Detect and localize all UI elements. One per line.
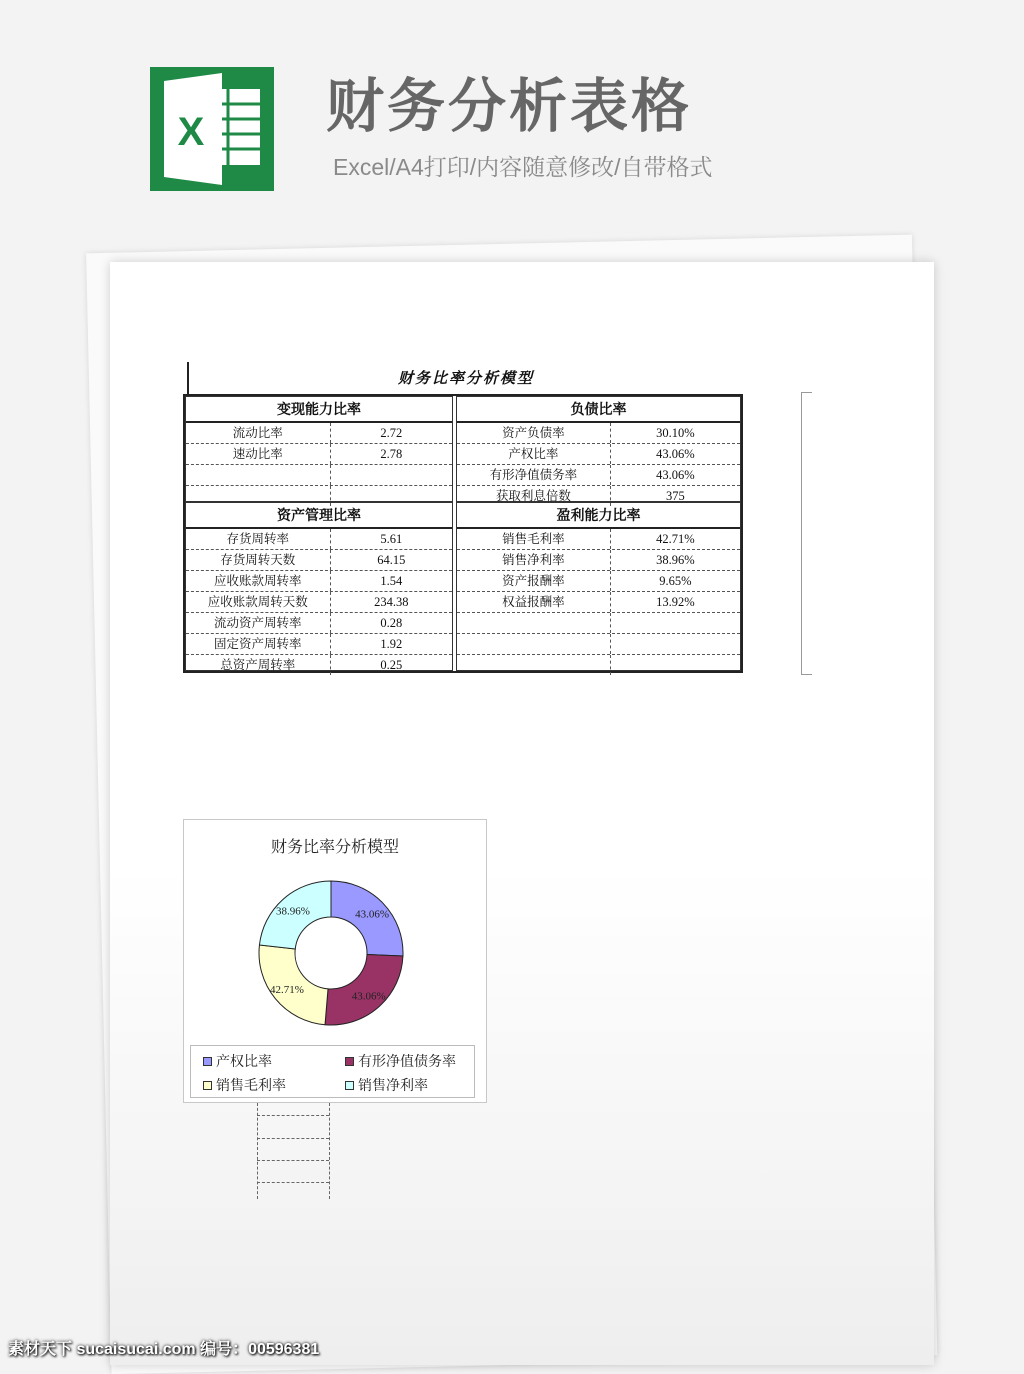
legend-swatch <box>203 1057 212 1066</box>
row-value: 64.15 <box>377 553 406 567</box>
table-row <box>457 550 740 571</box>
row-value: 43.06% <box>656 468 695 482</box>
row-label: 销售净利率 <box>457 550 611 570</box>
table-row <box>457 465 740 486</box>
row-value: 30.10% <box>656 426 695 440</box>
table-row <box>186 571 452 592</box>
row-label: 资产负债率 <box>457 423 611 443</box>
data-label: 43.06% <box>351 990 386 1003</box>
row-value: 2.72 <box>380 426 403 440</box>
row-label: 固定资产周转率 <box>186 634 331 654</box>
legend-label: 销售净利率 <box>358 1079 428 1094</box>
page-break-bracket <box>801 392 812 675</box>
table-row <box>457 423 740 444</box>
data-label: 42.71% <box>269 984 304 997</box>
empty-dashed-cells <box>257 1103 329 1199</box>
row-value: 5.61 <box>380 532 403 546</box>
panel-asset-management <box>185 502 453 671</box>
row-label: 销售毛利率 <box>457 529 611 549</box>
legend-item <box>203 1051 272 1071</box>
panel-debt <box>456 396 741 502</box>
row-value <box>611 613 740 633</box>
row-label: 应收账款周转率 <box>186 571 331 591</box>
panel-heading: 资产管理比率 <box>186 503 452 529</box>
row-value: 1.92 <box>380 637 403 651</box>
row-label <box>457 613 611 633</box>
row-label: 存货周转天数 <box>186 550 331 570</box>
row-label <box>457 634 611 654</box>
page-title: 财务分析表格 <box>326 74 693 139</box>
panel-heading: 变现能力比率 <box>186 397 452 423</box>
legend-swatch <box>345 1081 354 1090</box>
row-value <box>611 655 740 675</box>
table-row <box>186 655 452 675</box>
excel-logo-icon <box>150 67 274 191</box>
panel-heading: 负债比率 <box>457 397 740 423</box>
row-label: 产权比率 <box>457 444 611 464</box>
row-label <box>186 465 331 485</box>
row-value: 0.25 <box>380 658 403 672</box>
table-row <box>186 465 452 486</box>
watermark-text: 素材天下 sucaisucai.com 编号：00596381 <box>8 1341 320 1358</box>
row-value: 0.28 <box>380 616 403 630</box>
data-label: 43.06% <box>355 908 390 921</box>
row-label: 流动资产周转率 <box>186 613 331 633</box>
chart-legend <box>190 1045 475 1098</box>
legend-item <box>203 1075 286 1095</box>
ratio-table <box>183 362 741 671</box>
table-row <box>186 592 452 613</box>
row-value: 9.65% <box>659 574 692 588</box>
table-row <box>457 634 740 655</box>
table-row <box>186 444 452 465</box>
table-row <box>457 613 740 634</box>
row-label: 权益报酬率 <box>457 592 611 612</box>
row-label: 有形净值债务率 <box>457 465 611 485</box>
row-value <box>331 465 452 485</box>
donut-chart-plot <box>184 820 486 1040</box>
ratio-table-title: 财务比率分析模型 <box>187 362 743 394</box>
table-row <box>186 423 452 444</box>
row-label: 流动比率 <box>186 423 331 443</box>
table-row <box>457 655 740 675</box>
legend-item <box>345 1075 428 1095</box>
ratio-grid <box>183 394 743 673</box>
table-row <box>186 550 452 571</box>
row-label: 存货周转率 <box>186 529 331 549</box>
legend-swatch <box>345 1057 354 1066</box>
row-value: 234.38 <box>374 595 409 609</box>
row-value: 42.71% <box>656 532 695 546</box>
row-label <box>457 655 611 675</box>
donut-chart <box>183 819 487 1103</box>
row-value: 43.06% <box>656 447 695 461</box>
panel-liquidity <box>185 396 453 502</box>
row-value <box>611 634 740 654</box>
row-value: 13.92% <box>656 595 695 609</box>
row-label: 资产报酬率 <box>457 571 611 591</box>
row-label: 应收账款周转天数 <box>186 592 331 612</box>
page-subtitle: Excel/A4打印/内容随意修改/自带格式 <box>333 154 713 180</box>
table-row <box>457 529 740 550</box>
data-label: 38.96% <box>276 905 310 918</box>
legend-label: 有形净值债务率 <box>358 1055 456 1070</box>
legend-label: 产权比率 <box>216 1055 272 1070</box>
chart-title: 财务比率分析模型 <box>270 839 399 856</box>
row-label: 速动比率 <box>186 444 331 464</box>
table-row <box>457 571 740 592</box>
slice-youxing <box>325 954 403 1025</box>
panel-profitability <box>456 502 741 671</box>
table-row <box>457 592 740 613</box>
table-row <box>186 634 452 655</box>
panel-heading: 盈利能力比率 <box>457 503 740 529</box>
legend-item <box>345 1051 456 1071</box>
row-label: 总资产周转率 <box>186 655 331 675</box>
row-value: 375 <box>666 489 685 503</box>
legend-label: 销售毛利率 <box>216 1079 286 1094</box>
table-row <box>186 613 452 634</box>
svg-text:X: X <box>177 110 205 154</box>
row-value: 38.96% <box>656 553 695 567</box>
row-value: 2.78 <box>380 447 403 461</box>
row-value: 1.54 <box>380 574 403 588</box>
table-row <box>457 444 740 465</box>
row-label: 获取利息倍数 <box>457 486 611 506</box>
table-row <box>186 529 452 550</box>
legend-swatch <box>203 1081 212 1090</box>
